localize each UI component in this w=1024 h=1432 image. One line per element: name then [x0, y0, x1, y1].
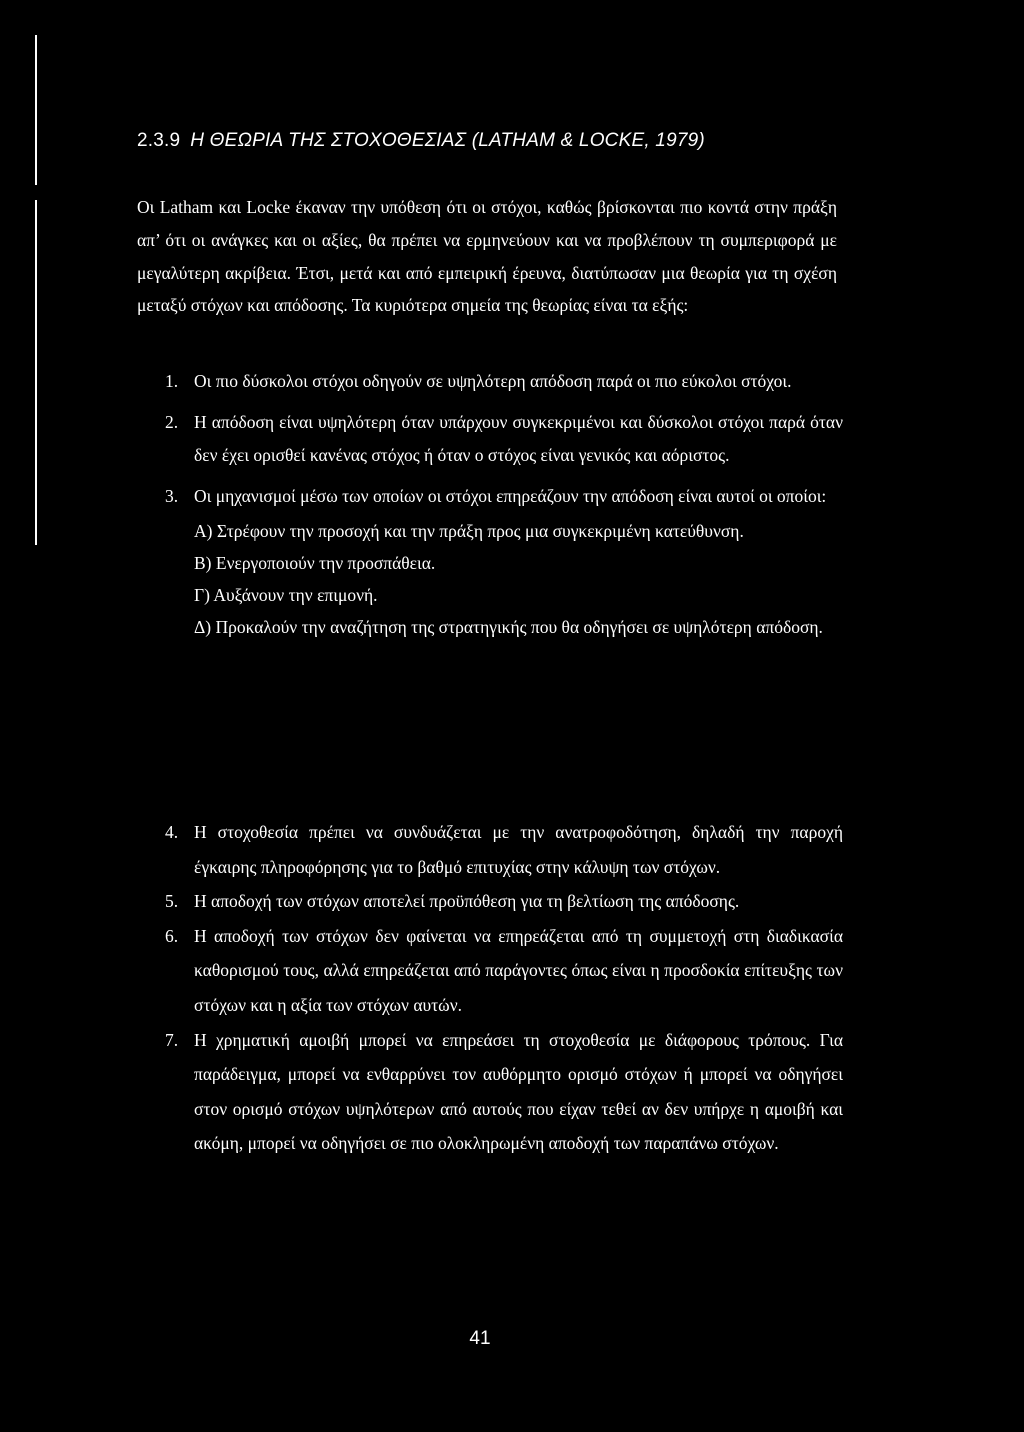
list-item	[165, 480, 843, 643]
points-list-continued	[165, 815, 843, 1161]
item-text: Οι μηχανισμοί μέσω των οποίων οι στόχοι επηρεάζουν την απόδοση είναι αυτοί οι οποίοι:	[194, 486, 827, 506]
sublist-item: Δ) Προκαλούν την αναζήτηση της στρατηγικής που θα οδηγήσει σε υψηλότερη απόδοση.	[194, 617, 823, 637]
item-number: 6.	[165, 925, 179, 946]
list-item	[165, 884, 843, 919]
item-number: 5.	[165, 891, 179, 912]
item-text: Οι πιο δύσκολοι στόχοι οδηγούν σε υψηλότερη απόδοση παρά οι πιο εύκολοι στόχοι.	[194, 371, 792, 391]
section-heading	[137, 130, 705, 152]
item-number: 4.	[165, 822, 179, 842]
intro-paragraph: Οι Latham και Locke έκαναν την υπόθεση ότι οι στόχοι, καθώς βρίσκονται πιο κοντά στην πράξη απ’ ότι οι ανάγκες και οι αξίες, θα πρέπει να ερμηνεύουν και να προβλέπουν τη συμπεριφορά με μεγαλύτερη ακρίβεια. Έτσι, μετά και από εμπειρική έρευνα, διατύπωσαν μια θεωρία για τη σχέση μεταξύ στόχων και απόδοσης. Τα κυριότερα σημεία της θεωρίας είναι τα εξής:	[137, 197, 837, 316]
list-item	[165, 815, 843, 884]
item-text: Η αποδοχή των στόχων δεν φαίνεται να επηρεάζεται από τη συμμετοχή στη διαδικασία καθορισμού τους, αλλά επηρεάζεται από παράγοντες όπως είναι η προσδοκία επίτευξης των στόχων και η αξία των στόχων αυτών.	[194, 925, 843, 1015]
page-number: 41	[469, 1328, 491, 1349]
item-text: Η στοχοθεσία πρέπει να συνδυάζεται με την ανατροφοδότηση, δηλαδή την παροχή έγκαιρης πληροφόρησης για το βαθμό επιτυχίας στην κάλυψη των στόχων.	[194, 822, 843, 877]
item-text: Η χρηματική αμοιβή μπορεί να επηρεάσει τη στοχοθεσία με διάφορους τρόπους. Για παράδειγμα, μπορεί να ενθαρρύνει τον αυθόρμητο ορισμό στόχων ή μπορεί να οδηγήσει στον ορισμό στόχων υψηλότερων από αυτούς που είχαν τεθεί αν δεν υπήρχε η αμοιβή και ακόμη, μπορεί να οδηγήσει σε πιο ολοκληρωμένη αποδοχή των παραπάνω στόχων.	[194, 1029, 843, 1154]
sublist-item: Γ) Αυξάνουν την επιμονή.	[194, 585, 378, 605]
scan-edge-line	[35, 200, 37, 545]
list-item	[165, 365, 843, 398]
scan-edge-line	[35, 35, 37, 185]
item-number: 1.	[165, 371, 179, 391]
list-item	[165, 919, 843, 1023]
item-number: 7.	[165, 1029, 179, 1050]
item-number: 3.	[165, 486, 179, 506]
sublist-item: Α) Στρέφουν την προσοχή και την πράξη προς μια συγκεκριμένη κατεύθυνση.	[194, 521, 744, 541]
item-number: 2.	[165, 412, 179, 432]
item-text: Η απόδοση είναι υψηλότερη όταν υπάρχουν συγκεκριμένοι και δύσκολοι στόχοι παρά όταν δεν έχει ορισθεί κανένας στόχος ή όταν ο στόχος είναι γενικός και αόριστος.	[194, 412, 843, 465]
list-item	[165, 1023, 843, 1161]
sublist-item: Β) Ενεργοποιούν την προσπάθεια.	[194, 553, 436, 573]
section-number: 2.3.9	[137, 130, 181, 151]
list-item	[165, 406, 843, 472]
item-text: Η αποδοχή των στόχων αποτελεί προϋπόθεση για τη βελτίωση της απόδοσης.	[194, 891, 740, 912]
points-list	[165, 365, 843, 643]
mechanisms-sublist	[194, 515, 843, 643]
section-title: Η ΘΕΩΡΙΑ ΤΗΣ ΣΤΟΧΟΘΕΣΙΑΣ (LATHAM & LOCKE, 1979)	[190, 130, 705, 151]
